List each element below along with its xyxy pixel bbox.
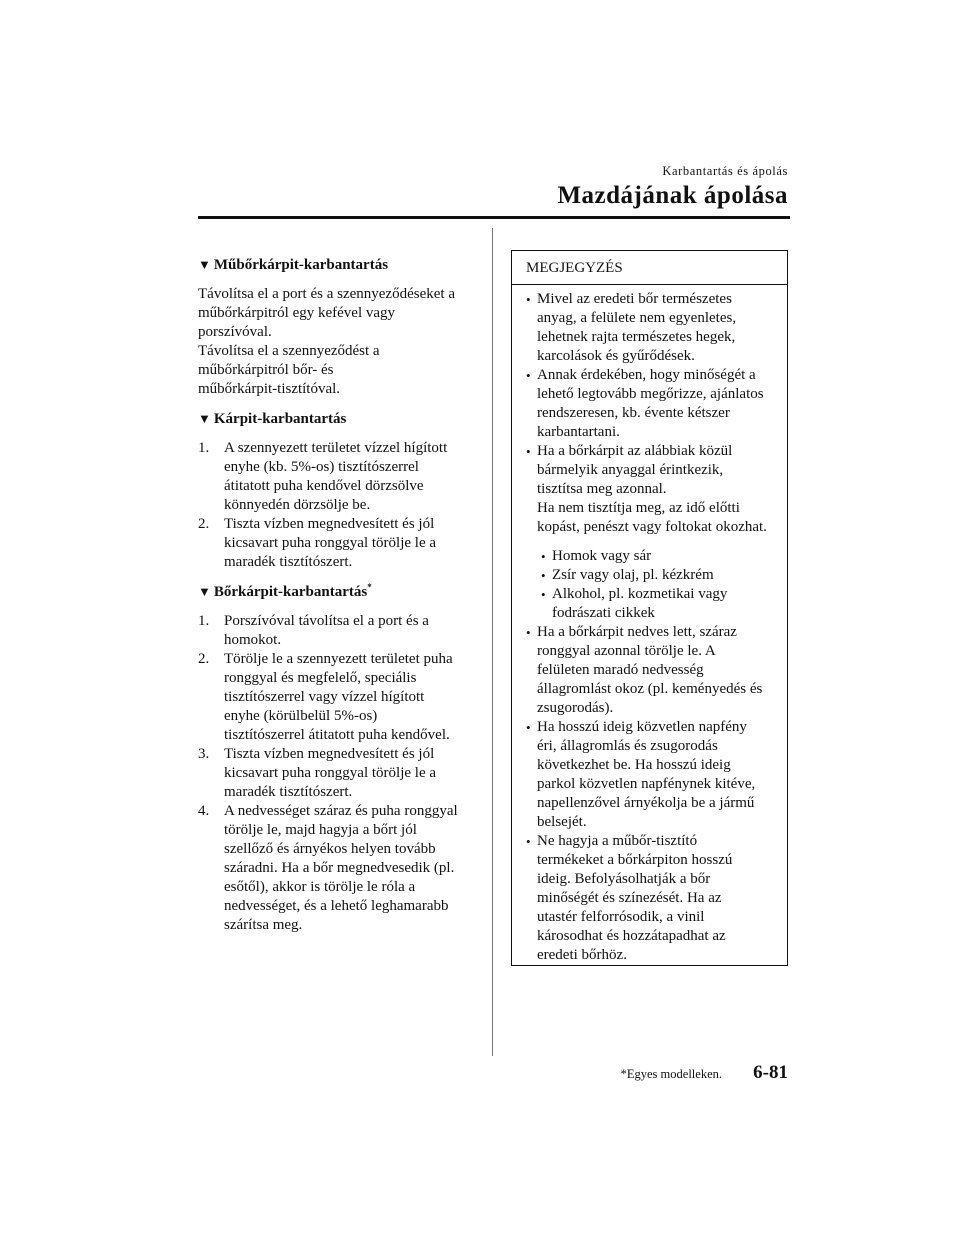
section-heading-upholstery: ▼ Kárpit-karbantartás — [198, 411, 347, 427]
left-column — [198, 255, 483, 945]
text-line: tisztítószerrel átitatott puha kendővel. — [224, 727, 450, 743]
text-line: törölje le, majd hagyja a bőrt jól — [224, 822, 417, 838]
text-line: karbantartani. — [537, 424, 620, 440]
text-line: zsugorodás). — [537, 700, 614, 716]
text-line: anyag, a felülete nem egyenletes, — [537, 310, 737, 326]
text-line: rendszeresen, kb. évente kétszer — [537, 405, 730, 421]
text-line: Annak érdekében, hogy minőségét a — [537, 367, 756, 383]
note-box — [511, 250, 788, 966]
step-item — [198, 515, 483, 572]
section-heading-synthetic-leather: ▼ Műbőrkárpit-karbantartás — [198, 257, 389, 273]
text-line: termékeket a bőrkárpiton hosszú — [537, 852, 733, 868]
text-line: kopást, penészt vagy foltokat okozhat. — [537, 519, 767, 535]
text-line: maradék tisztítószert. — [224, 784, 353, 800]
column-divider — [492, 228, 493, 1056]
sub-bullet-item — [541, 547, 779, 566]
spacer — [526, 537, 779, 547]
text-line: Ha a bőrkárpit az alábbiak közül — [537, 443, 733, 459]
text-line: tisztítsa meg azonnal. — [537, 481, 667, 497]
text-line: Ha a bőrkárpit nedves lett, száraz — [537, 624, 737, 640]
text-line: lehetnek rajta természetes hegek, — [537, 329, 736, 345]
triangle-icon: ▼ — [198, 257, 211, 272]
section-heading-leather: ▼ Bőrkárpit-karbantartás* — [198, 582, 372, 600]
text-line: parkol közvetlen napfénynek kitéve, — [537, 776, 756, 792]
text-line: ronggyal azonnal törölje le. A — [537, 643, 716, 659]
step-text — [224, 745, 483, 802]
note-title: MEGJEGYZÉS — [512, 251, 787, 285]
text-line: lehető legtovább megőrizze, ajánlatos — [537, 386, 764, 402]
text-line: károsodhat és hozzátapadhat az — [537, 928, 726, 944]
text-line: napellenzővel árnyékolja be a jármű — [537, 795, 755, 811]
text-line: Ha nem tisztítja meg, az idő előtti — [537, 500, 740, 516]
bullet-icon: • — [541, 549, 546, 564]
step-number: 1. — [198, 613, 210, 629]
header-rule — [198, 216, 790, 219]
text-line: enyhe (körülbelül 5%-os) — [224, 708, 378, 724]
footnote-marker: * — [367, 582, 372, 592]
text-line: A nedvességet száraz és puha ronggyal — [224, 803, 458, 819]
text-line: belsejét. — [537, 814, 587, 830]
footnote: *Egyes modelleken. — [620, 1067, 722, 1081]
text-line: esőtől), akkor is törölje le róla a — [224, 879, 416, 895]
text-line: Távolítsa el a szennyeződést a — [198, 343, 380, 359]
bullet-item — [526, 832, 779, 965]
text-line: ideig. Befolyásolhatják a bőr — [537, 871, 711, 887]
text-line: Törölje le a szennyezett területet puha — [224, 651, 453, 667]
text-line: Távolítsa el a port és a szennyeződéseket a — [198, 286, 455, 302]
note-body — [512, 285, 787, 965]
text-line: maradék tisztítószert. — [224, 554, 353, 570]
step-item — [198, 650, 483, 745]
step-number: 2. — [198, 516, 210, 532]
step-number: 3. — [198, 746, 210, 762]
leather-steps — [198, 612, 483, 935]
text-line: átitatott puha kendővel dörzsölve — [224, 478, 424, 494]
text-line: eredeti bőrhöz. — [537, 947, 627, 963]
text-line: Zsír vagy olaj, pl. kézkrém — [552, 567, 714, 583]
step-number: 4. — [198, 803, 210, 819]
text-line: A szennyezett területet vízzel hígított — [224, 440, 448, 456]
bullet-icon: • — [526, 834, 531, 849]
text-line: kicsavart puha ronggyal törölje le a — [224, 765, 437, 781]
text-line: ronggyal és megfelelő, speciális — [224, 670, 417, 686]
text-line: karcolások és gyűrődések. — [537, 348, 695, 364]
text-line: Tiszta vízben megnedvesített és jól — [224, 516, 435, 532]
sub-bullet-item — [541, 585, 779, 623]
text-line: Alkohol, pl. kozmetikai vagy — [552, 586, 728, 602]
bullet-icon: • — [541, 568, 546, 583]
text-line: Ha hosszú ideig közvetlen napfény — [537, 719, 747, 735]
text-line: szárítsa meg. — [224, 917, 303, 933]
triangle-icon: ▼ — [198, 584, 211, 599]
bullet-icon: • — [526, 625, 531, 640]
step-text — [224, 612, 483, 650]
step-number: 2. — [198, 651, 210, 667]
text-line: felületen maradó nedvesség — [537, 662, 704, 678]
text-line: könnyedén dörzsölje be. — [224, 497, 371, 513]
text-line: kicsavart puha ronggyal törölje le a — [224, 535, 437, 551]
upholstery-steps — [198, 439, 483, 572]
text-line: Homok vagy sár — [552, 548, 652, 564]
triangle-icon: ▼ — [198, 411, 211, 426]
page-number: 6-81 — [753, 1062, 788, 1083]
text-line: porszívóval. — [198, 324, 272, 340]
step-item — [198, 612, 483, 650]
text-line: száradni. Ha a bőr megnedvesedik (pl. — [224, 860, 455, 876]
bullet-icon: • — [526, 292, 531, 307]
bullet-item — [526, 290, 779, 366]
text-line: Ne hagyja a műbőr-tisztító — [537, 833, 698, 849]
text-line: tisztítószerrel vagy vízzel hígított — [224, 689, 425, 705]
bullet-icon: • — [526, 720, 531, 735]
step-text — [224, 439, 483, 515]
text-line: műbőrkárpitról egy kefével vagy — [198, 305, 396, 321]
sub-bullet-item — [541, 566, 779, 585]
bullet-icon: • — [526, 368, 531, 383]
text-line: állagromlást okoz (pl. keményedés és — [537, 681, 763, 697]
text-line: Tiszta vízben megnedvesített és jól — [224, 746, 435, 762]
text-line: szellőző és árnyékos helyen tovább — [224, 841, 436, 857]
bullet-icon: • — [526, 444, 531, 459]
page-title: Mazdájának ápolása — [557, 182, 788, 209]
text-line: Porszívóval távolítsa el a port és a — [224, 613, 429, 629]
text-line: utastér felforrósodik, a vinil — [537, 909, 705, 925]
text-line: enyhe (kb. 5%-os) tisztítószerrel — [224, 459, 419, 475]
step-item — [198, 745, 483, 802]
section-header: Karbantartás és ápolás — [662, 164, 788, 178]
step-text — [224, 515, 483, 572]
text-line: éri, állagromlás és zsugorodás — [537, 738, 718, 754]
text-line: minőségét és színezését. Ha az — [537, 890, 722, 906]
text-line: Mivel az eredeti bőr természetes — [537, 291, 732, 307]
text-line: nedvességet, és a lehető leghamarabb — [224, 898, 449, 914]
text-line: műbőrkárpit-tisztítóval. — [198, 381, 341, 397]
step-number: 1. — [198, 440, 210, 456]
synthetic-leather-paragraph — [198, 285, 483, 399]
step-text — [224, 650, 483, 745]
bullet-item — [526, 718, 779, 832]
text-line: következhet be. Ha hosszú ideig — [537, 757, 731, 773]
bullet-item — [526, 442, 779, 537]
step-item — [198, 439, 483, 515]
text-line: fodrászati cikkek — [552, 605, 655, 621]
text-line: bármelyik anyaggal érintkezik, — [537, 462, 724, 478]
bullet-icon: • — [541, 587, 546, 602]
text-line: műbőrkárpitról bőr- és — [198, 362, 334, 378]
bullet-item — [526, 366, 779, 442]
text-line: homokot. — [224, 632, 282, 648]
step-text — [224, 802, 483, 935]
bullet-item — [526, 623, 779, 718]
step-item — [198, 802, 483, 935]
